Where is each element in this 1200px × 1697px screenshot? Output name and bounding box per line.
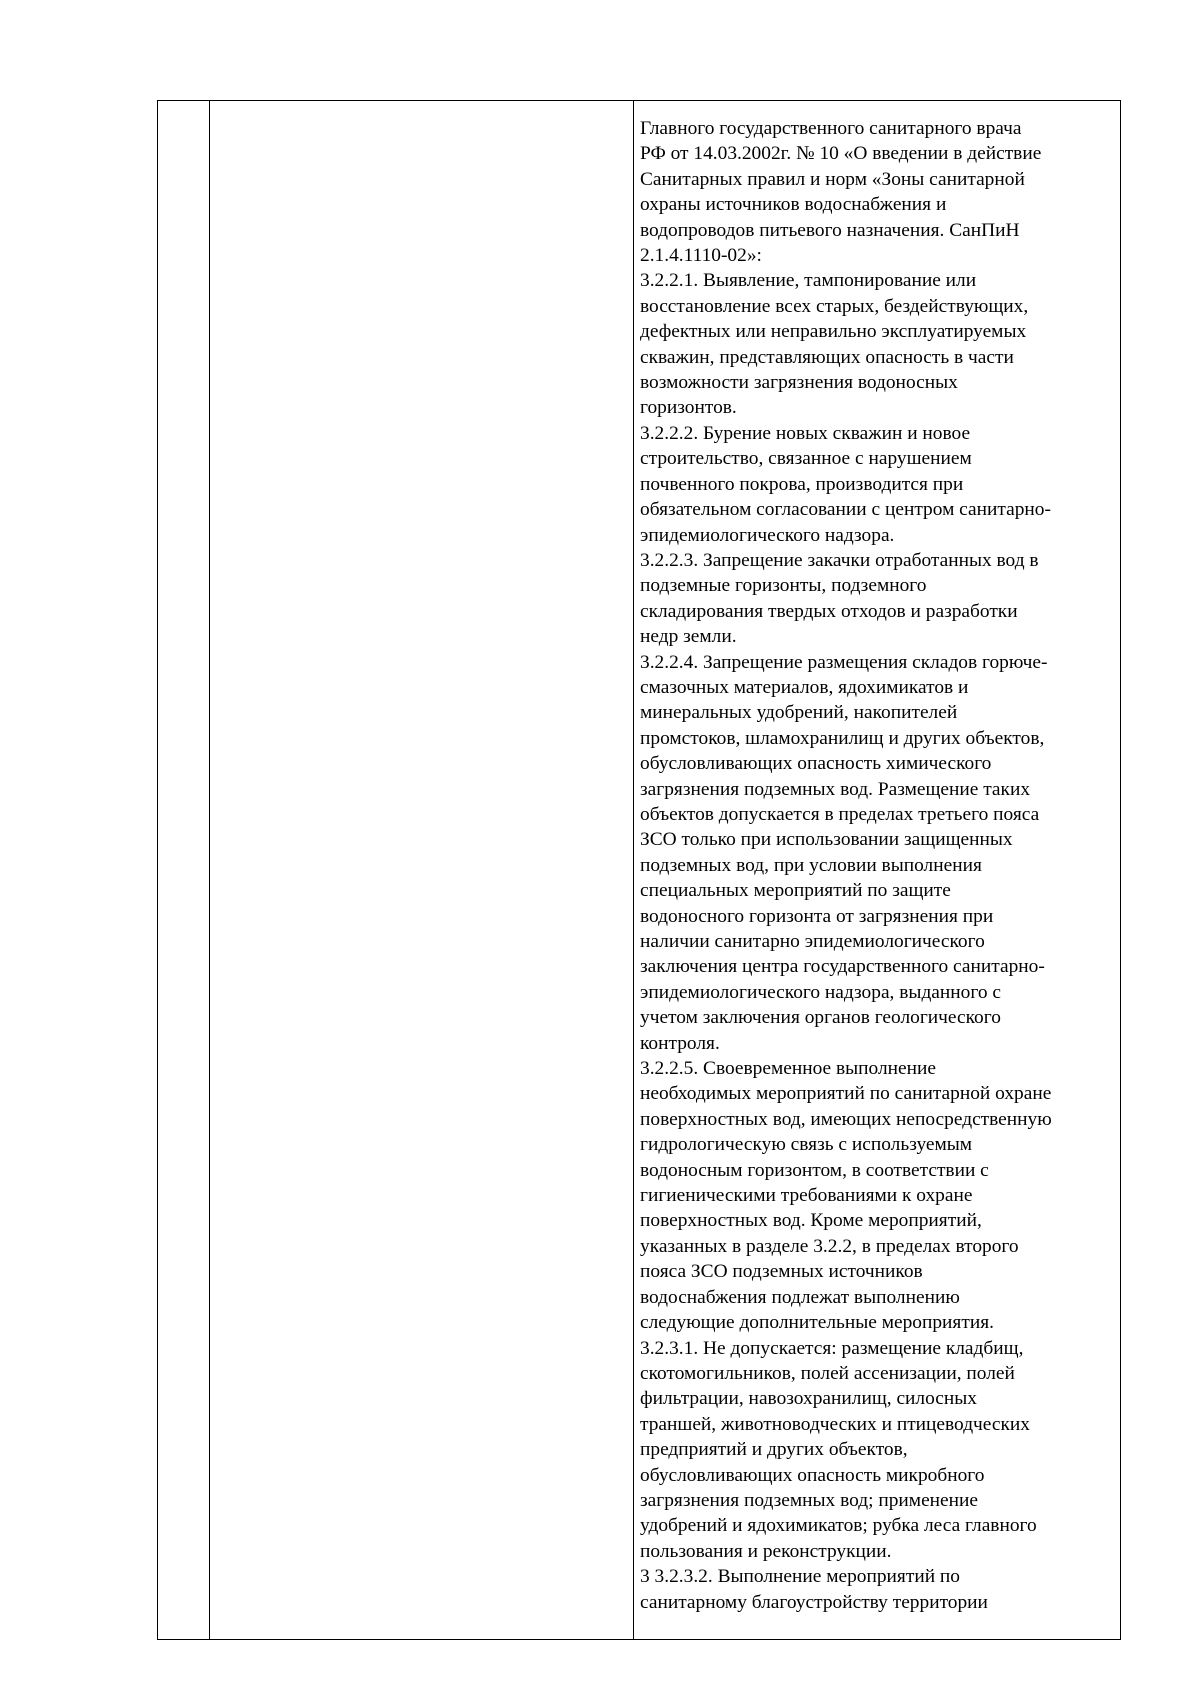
content-line: водоносного горизонта от загрязнения при — [640, 905, 994, 927]
content-line: 2.1.4.1110-02»: — [640, 245, 762, 267]
content-line: обязательном согласовании с центром санитарно- — [640, 499, 1051, 521]
content-line: 3.2.2.3. Запрещение закачки отработанных вод в — [640, 549, 1039, 571]
content-line: необходимых мероприятий по санитарной охране — [640, 1083, 1052, 1105]
content-line: подземных вод, при условии выполнения — [640, 854, 982, 876]
row-number-cell — [158, 101, 210, 1640]
content-line: 3 3.2.3.2. Выполнение мероприятий по — [640, 1566, 960, 1588]
content-line: эпидемиологического надзора. — [640, 524, 895, 546]
content-line: загрязнения подземных вод; применение — [640, 1489, 979, 1511]
content-line: почвенного покрова, производится при — [640, 473, 964, 495]
content-line: 3.2.3.1. Не допускается: размещение кладбищ, — [640, 1337, 1024, 1359]
content-line: контроля. — [640, 1032, 720, 1054]
content-line: промстоков, шламохранилищ и других объектов, — [640, 727, 1045, 749]
content-line: пояса ЗСО подземных источников — [640, 1261, 923, 1283]
content-line: подземные горизонты, подземного — [640, 575, 927, 597]
content-line: скважин, представляющих опасность в части — [640, 346, 1014, 368]
content-line: скотомогильников, полей ассенизации, полей — [640, 1362, 1015, 1384]
content-line: смазочных материалов, ядохимикатов и — [640, 676, 969, 698]
document-table — [157, 100, 1121, 1640]
content-line: возможности загрязнения водоносных — [640, 372, 958, 394]
content-line: обусловливающих опасность химического — [640, 753, 992, 775]
content-line: поверхностных вод, имеющих непосредственную — [640, 1108, 1052, 1130]
content-line: 3.2.2.2. Бурение новых скважин и новое — [640, 422, 971, 444]
content-line: наличии санитарно эпидемиологического — [640, 931, 985, 952]
content-line: горизонтов. — [640, 397, 737, 419]
content-line: указанных в разделе 3.2.2, в пределах второго — [640, 1235, 1019, 1257]
content-line: 3.2.2.1. Выявление, тампонирование или — [640, 270, 977, 292]
content-line: поверхностных вод. Кроме мероприятий, — [640, 1210, 982, 1232]
content-line: предприятий и других объектов, — [640, 1439, 908, 1461]
content-line: 3.2.2.5. Своевременное выполнение — [640, 1058, 937, 1080]
content-line: 3.2.2.4. Запрещение размещения складов горюче- — [640, 651, 1048, 673]
content-line: Санитарных правил и норм «Зоны санитарной — [640, 168, 1025, 190]
content-line: эпидемиологического надзора, выданного с — [640, 981, 1001, 1003]
content-line: учетом заключения органов геологического — [640, 1007, 1001, 1029]
content-line: недр земли. — [640, 626, 737, 648]
content-line: минеральных удобрений, накопителей — [640, 702, 958, 724]
content-line: складирования твердых отходов и разработки — [640, 600, 1018, 622]
content-line: дефектных или неправильно эксплуатируемых — [640, 321, 1027, 343]
content-line: фильтрации, навозохранилищ, силосных — [640, 1388, 977, 1410]
content-line: восстановление всех старых, бездействующих, — [640, 295, 1029, 317]
content-line: специальных мероприятий по защите — [640, 880, 951, 902]
content-line: пользования и реконструкции. — [640, 1540, 892, 1562]
content-line: гигиеническими требованиями к охране — [640, 1185, 973, 1207]
content-line: заключения центра государственного санитарно- — [640, 956, 1045, 978]
content-line: РФ от 14.03.2002г. № 10 «О введении в действие — [640, 143, 1042, 165]
content-line: охраны источников водоснабжения и — [640, 194, 947, 216]
content-line: водопроводов питьевого назначения. СанПиН — [640, 219, 1020, 241]
content-text — [640, 116, 1116, 1615]
content-line: водоснабжения подлежат выполнению — [640, 1286, 960, 1308]
content-line: санитарному благоустройству территории — [640, 1591, 988, 1613]
content-line: ЗСО только при использовании защищенных — [640, 829, 1013, 851]
table-row — [158, 101, 1121, 1640]
content-line: следующие дополнительные мероприятия. — [640, 1312, 994, 1334]
content-line: обусловливающих опасность микробного — [640, 1464, 985, 1486]
row-name-cell — [210, 101, 634, 1640]
content-line: строительство, связанное с нарушением — [640, 448, 972, 470]
content-line: объектов допускается в пределах третьего пояса — [640, 803, 1040, 825]
content-line: траншей, животноводческих и птицеводческих — [640, 1413, 1030, 1435]
content-line: загрязнения подземных вод. Размещение таких — [640, 778, 1031, 800]
content-line: гидрологическую связь с используемым — [640, 1134, 973, 1156]
row-content-cell — [634, 101, 1121, 1640]
content-line: Главного государственного санитарного врача — [640, 118, 1022, 139]
content-line: водоносным горизонтом, в соответствии с — [640, 1159, 989, 1181]
content-line: удобрений и ядохимикатов; рубка леса главного — [640, 1515, 1037, 1537]
